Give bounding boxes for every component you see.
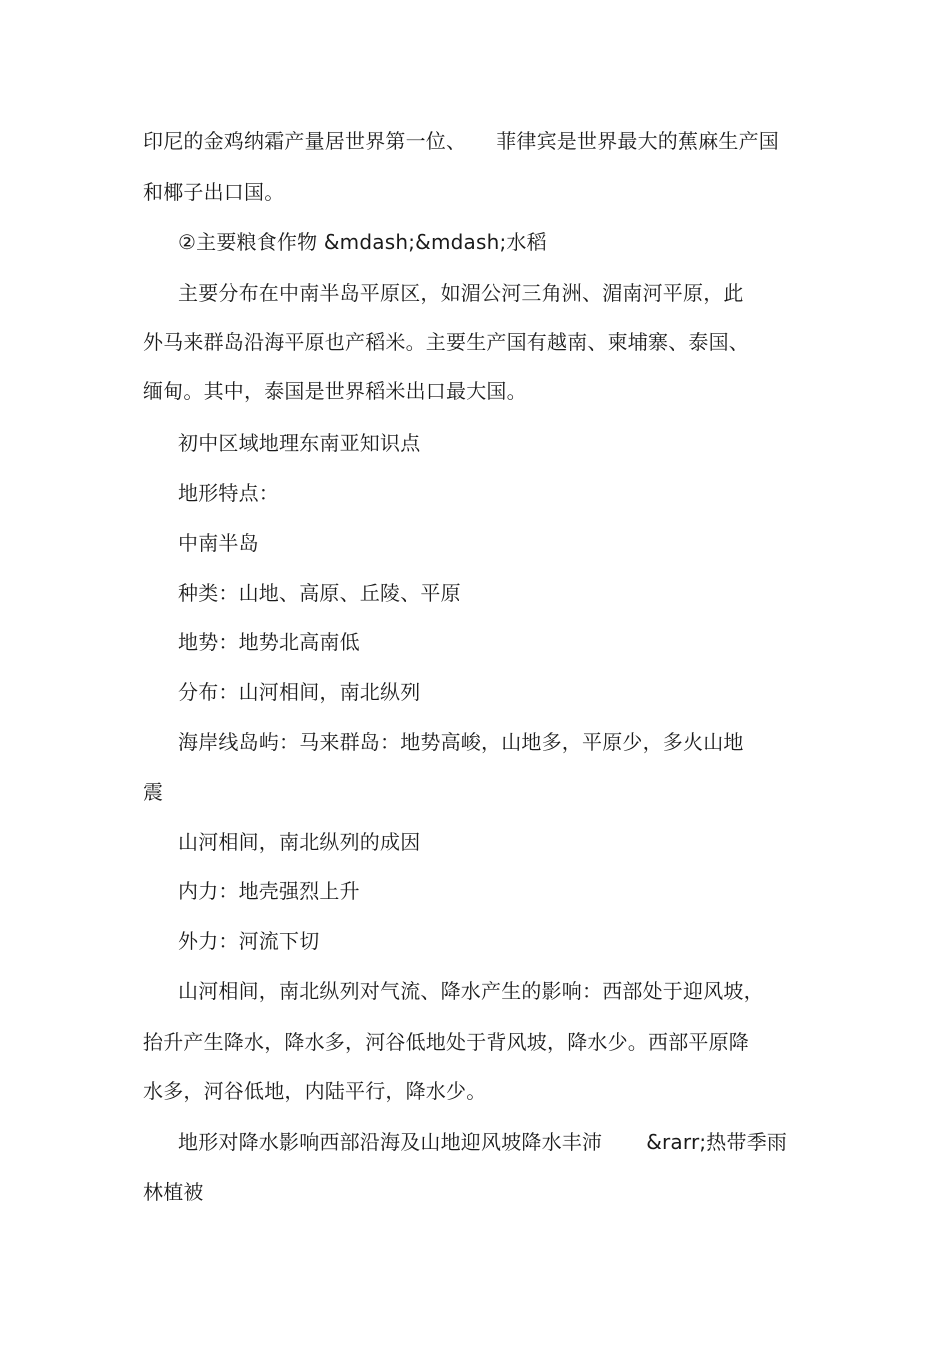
section-heading: 初中区域地理东南亚知识点 — [178, 431, 421, 455]
text-line: 种类：山地、高原、丘陵、平原 — [178, 581, 461, 605]
text-line: 水多，河谷低地，内陆平行，降水少。 — [143, 1079, 487, 1103]
text-line: 中南半岛 — [178, 531, 259, 555]
text-segment: 地形对降水影响西部沿海及山地迎风坡降水丰沛 — [178, 1130, 603, 1154]
text-line: 主要分布在中南半岛平原区，如湄公河三角洲、湄南河平原，此 — [178, 281, 744, 305]
text-line: 山河相间，南北纵列对气流、降水产生的影响：西部处于迎风坡， — [178, 979, 764, 1003]
text-line: 地形特点： — [178, 481, 279, 505]
text-line: 外力：河流下切 — [178, 929, 320, 953]
text-line: 山河相间，南北纵列的成因 — [178, 830, 421, 854]
text-line: ②主要粮食作物 &mdash;&mdash;水稻 — [178, 230, 547, 254]
text-line: 分布：山河相间，南北纵列 — [178, 680, 421, 704]
text-line — [178, 1129, 787, 1155]
text-line: 外马来群岛沿海平原也产稻米。主要生产国有越南、柬埔寨、泰国、 — [143, 330, 749, 354]
text-line: 震 — [143, 780, 164, 804]
text-line: 地势：地势北高南低 — [178, 630, 360, 654]
text-segment: 印尼的金鸡纳霜产量居世界第一位、 — [143, 129, 467, 153]
text-line: 海岸线岛屿：马来群岛：地势高峻，山地多，平原少，多火山地 — [178, 730, 744, 754]
text-line: 抬升产生降水，降水多，河谷低地处于背风坡，降水少。西部平原降 — [143, 1030, 749, 1054]
text-line — [143, 128, 779, 154]
text-line: 内力：地壳强烈上升 — [178, 879, 360, 903]
text-line: 和椰子出口国。 — [143, 180, 285, 204]
text-line: 缅甸。其中，泰国是世界稻米出口最大国。 — [143, 379, 527, 403]
text-segment: 菲律宾是世界最大的蕉麻生产国 — [496, 129, 780, 153]
text-line: 林植被 — [143, 1180, 204, 1204]
text-segment: &rarr;热带季雨 — [646, 1130, 788, 1154]
